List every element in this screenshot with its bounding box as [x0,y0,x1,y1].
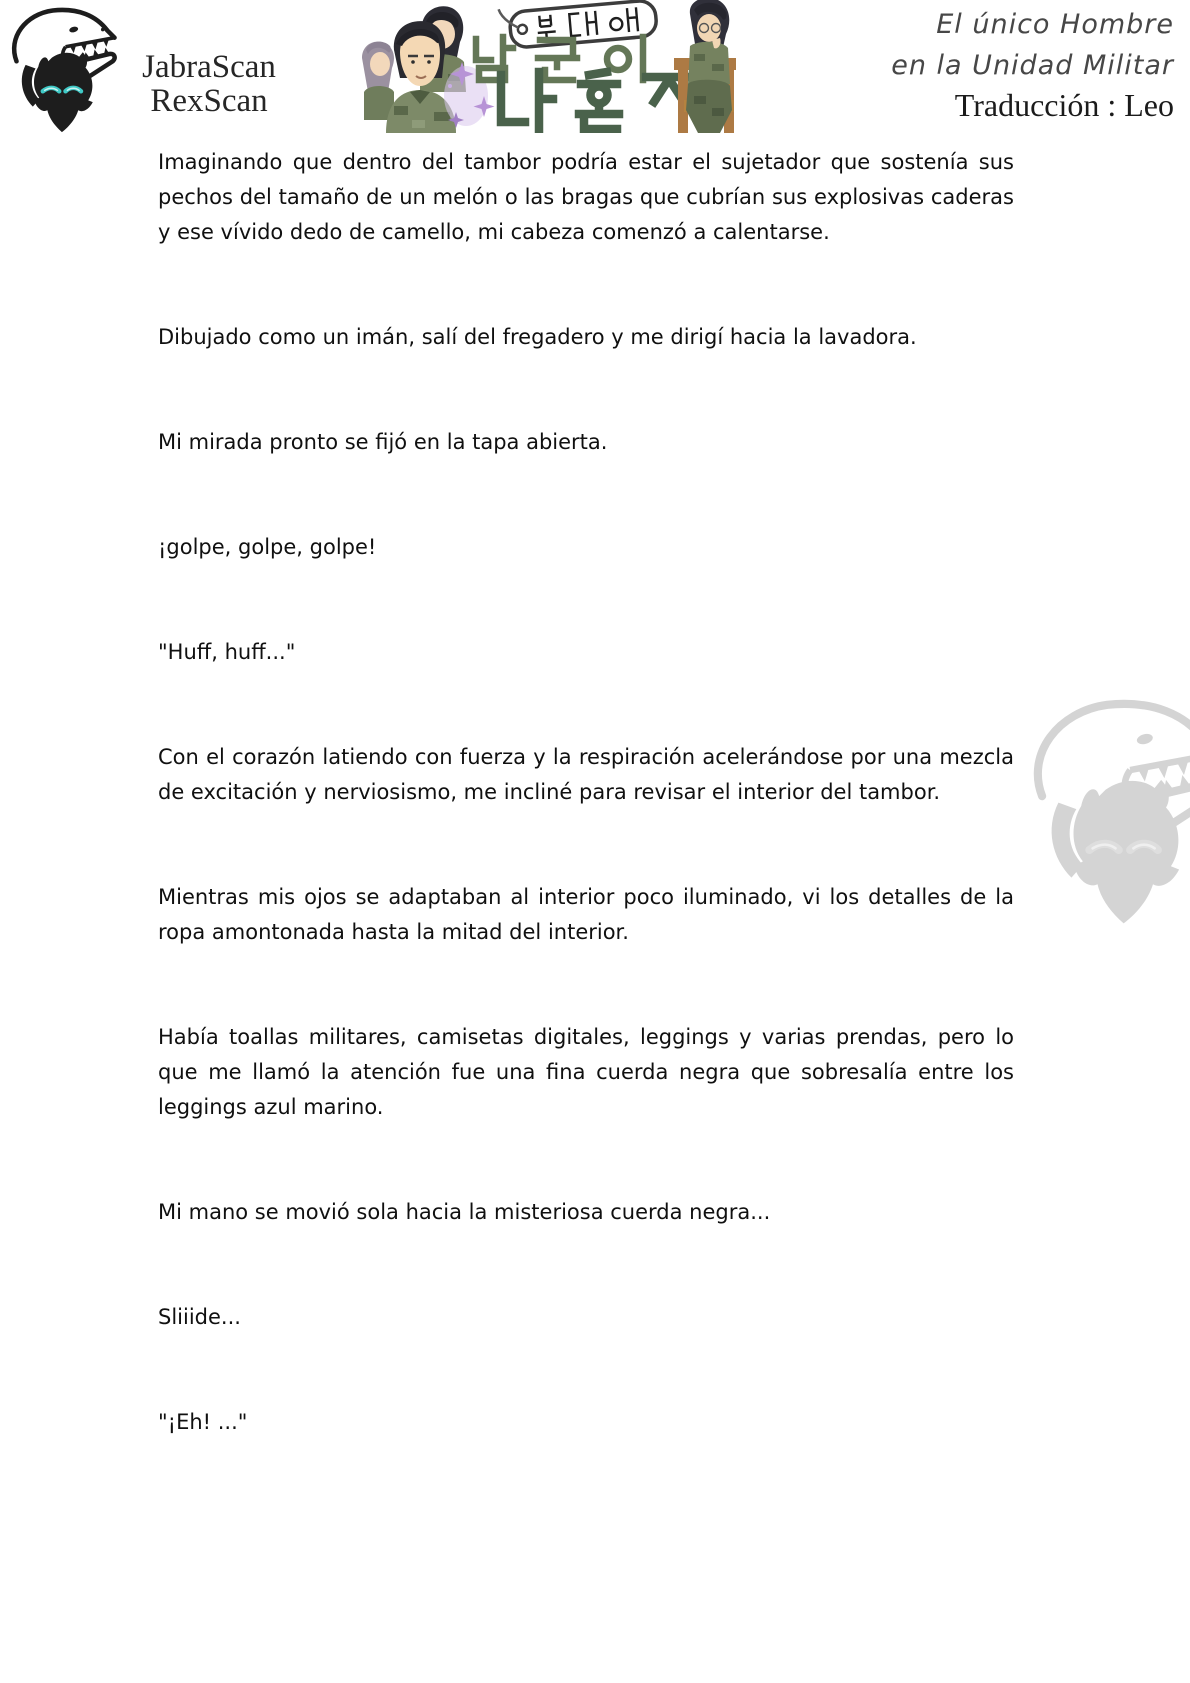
paragraph: Mientras mis ojos se adaptaban al interior poco iluminado, vi los detalles de la ropa amontonada hasta la mitad del interior. [158,885,1014,944]
translator-credit: Traducción : Leo [954,87,1174,123]
rex-demon-watermark-icon [1016,686,1190,934]
paragraph: Sliiide... [158,1305,241,1329]
series-title-line2: en la Unidad Militar [891,50,1174,81]
page-header [0,0,1190,135]
rex-demon-logo-icon [2,2,120,136]
scan-group-name [116,50,302,118]
cover-character-woman-grey [362,42,394,120]
paragraph: Dibujado como un imán, salí del fregadero y me dirigí hacia la lavadora. [158,325,917,349]
story-text [0,135,1190,1440]
cover-character-woman-sitting [674,0,736,133]
paragraph: "Huff, huff..." [158,640,296,664]
scan-group-name-line1: JabraScan [142,49,276,85]
cover-dog-tag [499,0,658,49]
webtoon-cover-image [338,0,748,133]
paragraph: ¡golpe, golpe, golpe! [158,535,377,559]
scan-group-name-line2: RexScan [150,83,268,119]
paragraph: Había toallas militares, camisetas digitales, leggings y varias prendas, pero lo que me llamó la atención fue una fina cuerda negra que sobresalía entre los leggings azul marino. [158,1025,1014,1119]
paragraph: Con el corazón latiendo con fuerza y la respiración acelerándose por una mezcla de excitación y nerviosismo, me incliné para revisar el interior del tambor. [158,745,1014,804]
paragraph: Mi mirada pronto se fijó en la tapa abierta. [158,430,608,454]
paragraph: Mi mano se movió sola hacia la misteriosa cuerda negra... [158,1200,771,1224]
series-title-block [891,4,1174,124]
paragraph: Imaginando que dentro del tambor podría estar el sujetador que sostenía sus pechos del tamaño de un melón o las bragas que cubrían sus explosivas caderas y ese vívido dedo de camello, mi cabeza comenzó a calentarse. [158,150,1014,244]
series-title-line1: El único Hombre [936,9,1174,40]
paragraph: "¡Eh! ..." [158,1410,248,1434]
